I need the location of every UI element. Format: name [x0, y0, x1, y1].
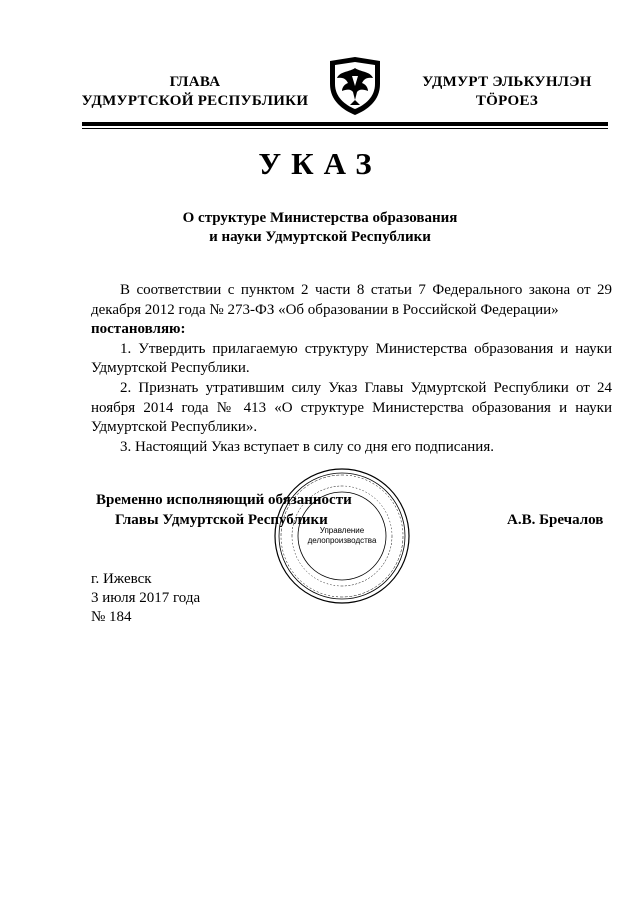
header-divider-thin — [82, 128, 608, 129]
subject-line2: и науки Удмуртской Республики — [209, 229, 431, 245]
stamp-center-line1: Управление — [319, 526, 365, 535]
header-left-line2: УДМУРТСКОЙ РЕСПУБЛИКИ — [81, 93, 309, 109]
stamp-center-line2: делопроизводства — [307, 536, 377, 545]
header-left-title — [80, 73, 310, 111]
header-divider-thick — [82, 122, 608, 126]
decree-number: № 184 — [91, 609, 132, 625]
seal-stamp — [272, 466, 412, 606]
header-right-line2: ТӦРОЕЗ — [475, 93, 539, 109]
decree-body — [91, 281, 612, 457]
header-right-title — [412, 73, 602, 111]
signatory-name: А.В. Бречалов — [507, 512, 604, 528]
subject-line1: О структуре Министерства образования — [182, 210, 458, 226]
body-item-3: 3. Настоящий Указ вступает в силу со дня его подписания. — [120, 438, 494, 455]
place-city: г. Ижевск — [91, 571, 152, 587]
body-item-2: 2. Признать утратившим силу Указ Главы Удмуртской Республики от 24 ноября 2014 года № 413 «О структуре Министерства образования и науки Удмуртской Республики». — [91, 379, 612, 436]
signatory-position — [96, 490, 396, 530]
signatory-position-line1: Временно исполняющий обязанности — [96, 492, 352, 508]
coat-of-arms-icon — [326, 56, 384, 116]
body-decree-word: постановляю: — [91, 321, 186, 338]
document-subject — [170, 209, 470, 247]
header-right-line1: УДМУРТ ЭЛЬКУНЛЭН — [422, 74, 592, 90]
decree-date: 3 июля 2017 года — [91, 590, 201, 606]
document-title: УКАЗ — [258, 146, 382, 181]
header-left-line1: ГЛАВА — [169, 74, 221, 90]
body-intro: В соответствии с пунктом 2 части 8 статьи 7 Федерального закона от 29 декабря 2012 года № 273-ФЗ «Об образовании в Российской Федерации» — [91, 282, 612, 318]
signatory-position-line2: Главы Удмуртской Республики — [115, 512, 328, 528]
place-date-block — [91, 570, 200, 627]
body-item-1: 1. Утвердить прилагаемую структуру Министерства образования и науки Удмуртской Республики. — [91, 340, 612, 377]
